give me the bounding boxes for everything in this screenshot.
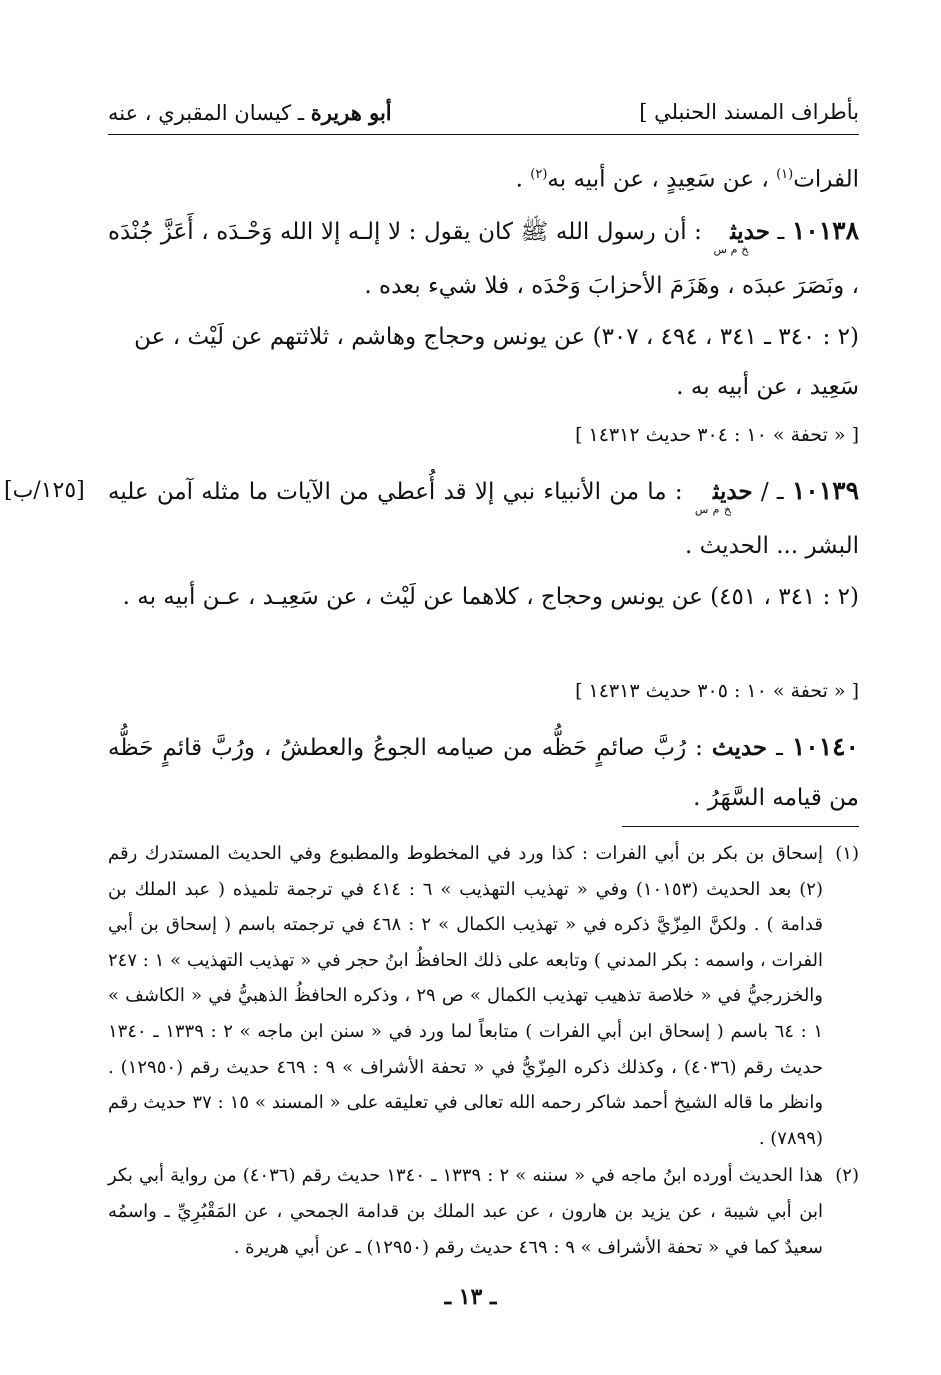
hadith-number: ١٠١٣٨ (791, 216, 859, 245)
header-section-rest: ـ كيسان المقبري ، عنه (108, 101, 311, 125)
folio-margin-reference: [١٢٥/ب] (4, 478, 85, 503)
header-rule (108, 134, 859, 135)
tuhfa-10138 (108, 420, 859, 450)
hadith-text: : رُبَّ صائمٍ حَظُّه من صيامه الجوعُ والعطشُ ، ورُبَّ قائمٍ حَظُّه من قيامه السَّهَرُ . (108, 735, 859, 811)
footnote-label: (٢) (835, 1165, 859, 1187)
hadith-keyword: حديث (711, 734, 768, 761)
hadith-number: ١٠١٣٩ (791, 476, 859, 505)
header-section-title (108, 100, 392, 125)
hadith-10139 (108, 466, 859, 571)
footnote-rule (622, 826, 859, 827)
hadith-text: : أن رسول الله ﷺ كان يقول : لا إلـه إلا الله وَحْـدَه ، أَعَزَّ جُنْدَه ، ونَصَرَ عبدَه ، وهَزَمَ الأحزابَ وَحْدَه ، فلا شيء بعده . (108, 219, 859, 299)
citation-text: (٢ : ٣٤١ ، ٤٥١) عن يونس وحجاج ، كلاهما عن لَيْث ، عن سَعِيـد ، عـن أبيه به . (122, 584, 859, 610)
footnote-text: إسحاق بن بكر بن أبي الفرات : كذا ورد في المخطوط والمطبوع وفي الحديث المستدرك رقم (٢) بعد الحديث (١٠١٥٣) وفي « تهذيب التهذيب » ٦ : ٤١٤ في ترجمة تلميذه ( عبد الملك بن قدامة ) . ولكنَّ المِزّيَّ ذكره في « تهذيب الكمال » ٢ : ٤٦٨ في ترجمته باسم ( إسحاق بن أبي الفرات ، واسمه : بكر المدني ) وتابعه على ذلك الحافظُ ابنُ حجر في « تهذيب التهذيب » ١ : ٢٤٧ والخزرجيُّ في « خلاصة تذهيب تهذيب الكمال » ص ٢٩ ، وذكره الحافظُ الذهبيُّ في « الكاشف » ١ : ٦٤ باسم ( إسحاق ابن أبي الفرات ) متابعاً لما ورد في « سنن ابن ماجه » ٢ : ١٣٣٩ ـ ١٣٤٠ حديث رقم (٤٠٣٦) ، وكذلك ذكره المِزّيُّ في « تحفة الأشراف » ٩ : ٤٦٩ حديث رقم (١٢٩٥٠) . وانظر ما قاله الشيخ أحمد شاكر رحمه الله تعالى في تعليقه على « المسند » ١٥ : ٣٧ حديث رقم (٧٨٩٩) . (108, 843, 824, 1149)
intro-line (108, 150, 859, 205)
tuhfa-reference: [ « تحفة » ١٠ : ٣٠٥ حديث ١٤٣١٣ ] (575, 680, 859, 702)
intro-text: الفرات (793, 166, 859, 193)
citation-10138 (108, 312, 859, 412)
citation-10139 (108, 572, 859, 622)
hadith-text: : ما من الأنبياء نبي إلا قد أُعطي من الآيات ما مثله آمن عليه البشر ... الحديث . (108, 479, 859, 559)
hadith-dash: ـ / (752, 479, 792, 505)
footnote-label: (١) (835, 843, 859, 864)
footnote-ref-1: (١) (776, 167, 794, 182)
tuhfa-reference: [ « تحفة » ١٠ : ٣٠٤ حديث ١٤٣١٢ ] (575, 424, 859, 446)
footnotes (108, 836, 859, 1267)
tuhfa-10139 (108, 676, 859, 706)
running-header (108, 96, 859, 136)
hadith-10138 (108, 206, 859, 311)
header-section-bold: أبو هريرة (310, 100, 392, 125)
page-number: ـ ١٣ ـ (444, 1284, 497, 1310)
header-book-title: بأطراف المسند الحنبلي ] (639, 100, 859, 124)
hadith-10140 (108, 722, 859, 823)
citation-text: (٢ : ٣٤٠ ـ ٣٤١ ، ٤٩٤ ، ٣٠٧) عن يونس وحجاج وهاشم ، ثلاثتهم عن لَيْث ، عن سَعِيد ، عن أبيه به . (134, 324, 859, 400)
hadith-dash: ـ (769, 219, 792, 245)
hadith-keyword: حديث (730, 218, 770, 245)
intro-text-2: ، عن سَعِيدٍ ، عن أبيه به (547, 166, 777, 193)
footnote-2 (108, 1158, 859, 1265)
hadith-keyword: حديث (713, 478, 753, 505)
intro-text-3: . (515, 166, 531, 193)
footnote-ref-2: (٢) (530, 167, 548, 182)
hadith-number: ١٠١٤٠ (791, 732, 859, 761)
hadith-dash: ـ (767, 735, 792, 761)
footnote-text: هذا الحديث أورده ابنُ ماجه في « سننه » ٢ : ١٣٣٩ ـ ١٣٤٠ حديث رقم (٤٠٣٦) من رواية أبي بكر ابن أبي شيبة ، عن يزيد بن هارون ، عن عبد الملك بن قدامة الجمحي ، عن المَقْبُرِيِّ ـ واسمُه سعيدٌ كما في « تحفة الأشراف » ٩ : ٤٦٩ حديث رقم (١٢٩٥٠) ـ عن أبي هريرة . (108, 1165, 824, 1258)
narrator-symbols: خ م س (713, 243, 749, 256)
narrator-symbols: خ م س (694, 503, 732, 516)
footnote-1 (108, 836, 859, 1156)
